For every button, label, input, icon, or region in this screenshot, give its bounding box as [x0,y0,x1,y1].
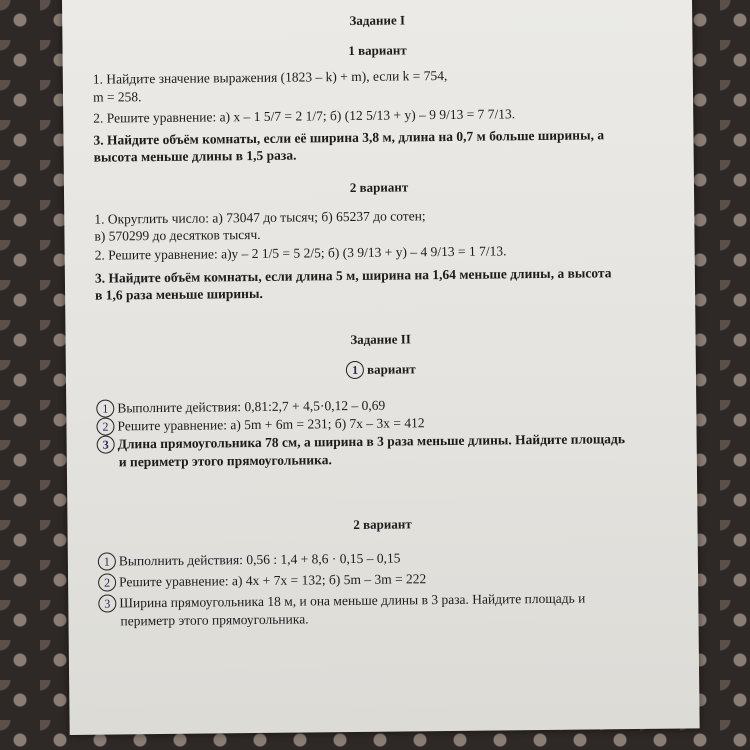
task1-variant1-title: 1 вариант [348,42,407,59]
task2-variant1-title: 1 вариант [66,357,696,382]
task2-variant2-title: 2 вариант [353,516,412,532]
t2v1-line: 1 Выполните действия: 0,81:2,7 + 4,5·0,12 – 0,69 [96,394,656,418]
number-circle-mark: 3 [98,594,116,612]
number-circle-mark: 1 [98,552,116,570]
t2v2-line: периметр этого прямоугольника. [120,611,309,629]
t2v1-line: 2 Решите уравнение: а) 5m + 6m = 231; б) 7x – 3x = 412 [96,412,656,436]
worksheet-paper [62,0,700,735]
task1-title: Задание I [349,12,406,28]
task1-variant2-title: 2 вариант [349,179,409,195]
t1v2-line: 2. Решите уравнение: а)y – 2 1/5 = 5 2/5; б) (3 9/13 + y) – 4 9/13 = 1 7/13. [94,243,507,263]
t1v2-line: 3. Найдите объём комнаты, если длина 5 м, ширина на 1,64 меньше длины, а высота [94,265,612,286]
t1v2-line: в) 570299 до десятков тысяч. [94,226,261,244]
number-circle-mark: 2 [98,573,116,591]
variant-circle-mark: 1 [346,361,364,379]
t1v2-line: в 1,6 раза меньше ширины. [95,285,263,303]
number-circle-mark: 2 [96,417,114,435]
t1v1-line: высота меньше длины в 1,5 раза. [93,147,297,165]
t1v1-line: m = 258. [92,89,142,105]
t2v2-line: 3 Ширина прямоугольника 18 м, и она меньше длины в 3 раза. Найдите площадь и [98,589,658,613]
number-circle-mark: 1 [96,399,114,417]
number-circle-mark: 3 [97,435,115,453]
t1v1-line: 3. Найдите объём комнаты, если её ширина 3,8 м, длина на 0,7 м больше ширины, а [93,127,605,148]
t1v1-line: 2. Решите уравнение: а) x – 1 5/7 = 2 1/7; б) (12 5/13 + y) – 9 9/13 = 7 7/13. [93,106,516,126]
task2-title: Задание II [350,331,411,347]
t2v2-line: 2 Решите уравнение: а) 4x + 7x = 132; б) 5m – 3m = 222 [98,568,658,592]
t2v1-line: 3 Длина прямоугольника 78 см, а ширина в 3 раза меньше длины. Найдите площадь [97,430,657,454]
t2v2-line: 1 Выполнить действия: 0,56 : 1,4 + 8,6 · 0,15 – 0,15 [98,547,658,571]
t1v2-line: 1. Округлить число: а) 73047 до тысяч; б) 65237 до сотен; [94,208,426,227]
t1v1-line: 1. Найдите значение выражения (1823 – k) + m), если k = 754, [92,67,448,87]
t2v1-line: и периметр этого прямоугольника. [118,452,332,470]
